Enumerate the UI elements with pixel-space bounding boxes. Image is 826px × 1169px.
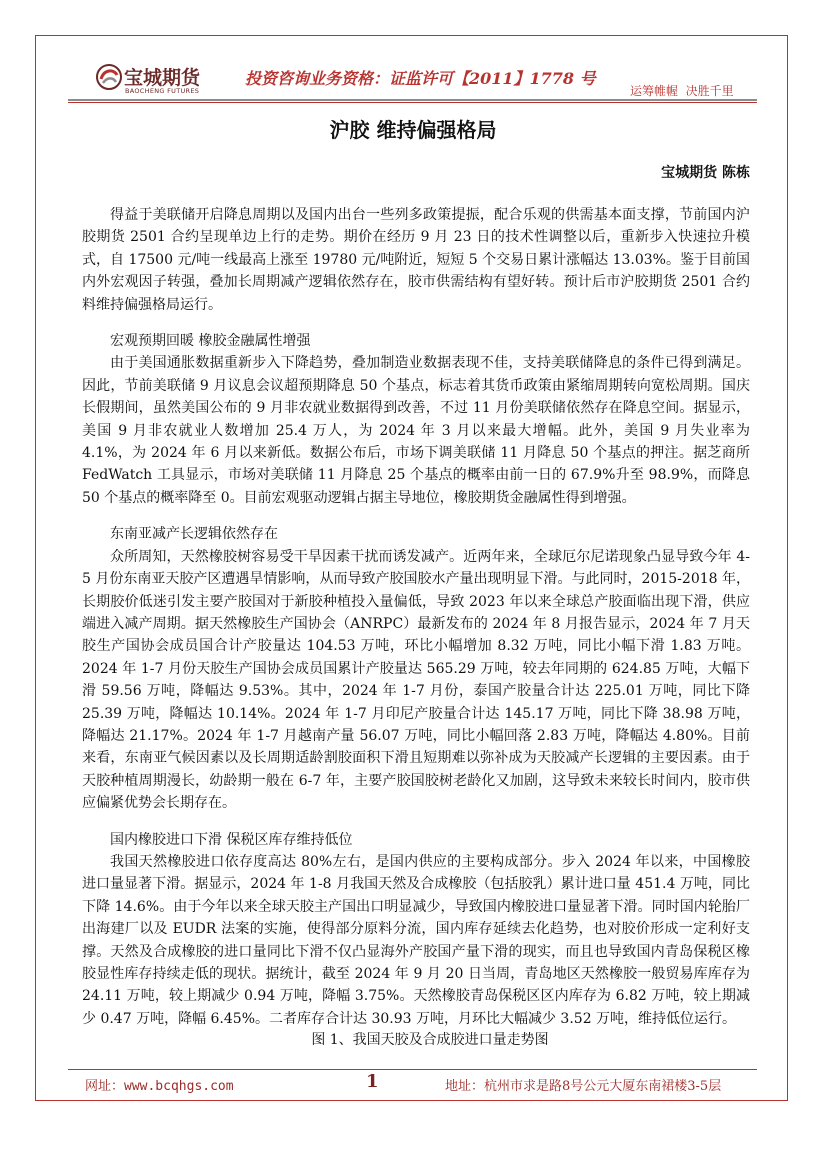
- footer-website: 网址：www.bcqhgs.com: [85, 1079, 234, 1094]
- report-author: 宝城期货 陈栋: [661, 165, 750, 181]
- section-paragraph: 我国天然橡胶进口依存度高达 80%左右，是国内供应的主要构成部分。步入 2024 年以来，中国橡胶进口量显著下滑。据显示，2024 年 1-8 月我国天然及合成橡胶（包括胶乳）累计进口量 451.4 万吨，同比下降 14.6%。由于今年以来全球天胶主产国出口明显减少，导致国内橡胶进口量显著下滑。同时国内轮胎厂出海建厂以及 EUDR 法案的实施，使得部分原料分流，国内库存延续去化趋势，也对胶价形成一定利好支撑。天然及合成橡胶的进口量同比下滑不仅凸显海外产胶国产量下滑的现实，而且也导致国内青岛保税区橡胶显性库存持续走低的现状。据统计，截至 2024 年 9 月 20 日当周，青岛地区天然橡胶一般贸易库库存为 24.11 万吨，较上期减少 0.94 万吨，降幅 3.75%。天然橡胶青岛保税区区内库存为 6.82 万吨，较上期减少 0.47 万吨，降幅 6.45%。二者库存合计达 30.93 万吨，月环比大幅减少 3.52 万吨，维持低位运行。: [82, 853, 750, 1027]
- section-paragraph: 众所周知，天然橡胶树容易受干旱因素干扰而诱发减产。近两年来，全球厄尔尼诺现象凸显导致今年 4-5 月份东南亚天胶产区遭遇旱情影响，从而导致产胶国胶水产量出现明显下滑。与此同时，2015-2018 年，长期胶价低迷引发主要产胶国对于新胶种植投入量偏低，导致 2023 年以来全球总产胶面临出现下滑，供应端进入减产周期。据天然橡胶生产国协会（ANRPC）最新发布的 2024 年 8 月报告显示，2024 年 7 月天胶生产国协会成员国合计产胶量达 104.53 万吨，环比小幅增加 8.32 万吨，同比小幅下滑 1.83 万吨。2024 年 1-7 月份天胶生产国协会成员国累计产胶量达 565.29 万吨，较去年同期的 624.85 万吨，大幅下滑 59.56 万吨，降幅达 9.53%。其中，2024 年 1-7 月份，泰国产胶量合计达 225.01 万吨，同比下降 25.39 万吨，降幅达 10.14%。2024 年 1-7 月印尼产胶量合计达 145.17 万吨，同比下降 38.98 万吨，降幅达 21.17%。2024 年 1-7 月越南产量 56.07 万吨，同比小幅回落 2.83 万吨，降幅达 4.80%。目前来看，东南亚气候因素以及长周期适龄割胶面积下滑且短期难以弥补成为天胶减产长逻辑的主要因素。由于天胶种植周期漫长，幼龄期一般在 6-7 年，主要产胶国胶树老龄化又加剧，这导致未来较长时间内，胶市供应偏紧优势会长期存在。: [82, 548, 750, 812]
- logo-chinese-name: 宝城期货: [124, 67, 201, 89]
- header-divider: [68, 99, 757, 101]
- header-slogan: 运筹帷幄 决胜千里: [630, 84, 734, 98]
- header-divider-accent: [68, 102, 757, 103]
- logo-english-name: BAOCHENG FUTURES: [125, 87, 200, 95]
- section-heading: 国内橡胶进口下滑 保税区库存维持低位: [110, 831, 353, 848]
- figure-caption: 图 1、我国天胶及合成胶进口量走势图: [311, 1032, 549, 1048]
- section-heading: 宏观预期回暖 橡胶金融属性增强: [110, 333, 311, 350]
- logo-emblem-icon: [95, 63, 123, 91]
- section-paragraph: 由于美国通胀数据重新步入下降趋势，叠加制造业数据表现不佳，支持美联储降息的条件已得到满足。因此，节前美联储 9 月议息会议超预期降息 50 个基点，标志着其货币政策由紧缩周期转向宽松周期。国庆长假期间，虽然美国公布的 9 月非农就业数据得到改善，不过 11 月份美联储依然存在降息空间。据显示，美国 9 月非农就业人数增加 25.4 万人，为 2024 年 3 月以来最大增幅。此外，美国 9 月失业率为 4.1%，为 2024 年 6 月以来新低。数据公布后，市场下调美联储 11 月降息 50 个基点的押注。据芝商所 FedWatch 工具显示，市场对美联储 11 月降息 25 个基点的概率由前一日的 67.9%升至 98.9%，而降息 50 个基点的概率降至 0。目前宏观驱动逻辑占据主导地位，橡胶期货金融属性得到增强。: [82, 355, 750, 506]
- page-number: 1: [366, 1071, 379, 1092]
- section-heading: 东南亚减产长逻辑依然存在: [110, 526, 278, 543]
- qualification-text: 投资咨询业务资格：证监许可【2011】1778 号: [245, 69, 596, 88]
- report-body: [82, 204, 750, 1030]
- report-title: 沪胶 维持偏强格局: [329, 118, 497, 142]
- footer-address: 地址：杭州市求是路8号公元大厦东南裙楼3-5层: [445, 1079, 722, 1094]
- intro-paragraph: 得益于美联储开启降息周期以及国内出台一些列多政策提振，配合乐观的供需基本面支撑，节前国内沪胶期货 2501 合约呈现单边上行的走势。期价在经历 9 月 23 日的技术性调整以后，重新步入快速拉升模式，自 17500 元/吨一线最高上涨至 19780 元/吨附近，短短 5 个交易日累计涨幅达 13.03%。鉴于目前国内外宏观因子转强，叠加长周期减产逻辑依然存在，胶市供需结构有望好转。预计后市沪胶期货 2501 合约料维持偏强格局运行。: [82, 207, 750, 313]
- footer-divider: [68, 1069, 757, 1070]
- company-logo: [95, 61, 205, 99]
